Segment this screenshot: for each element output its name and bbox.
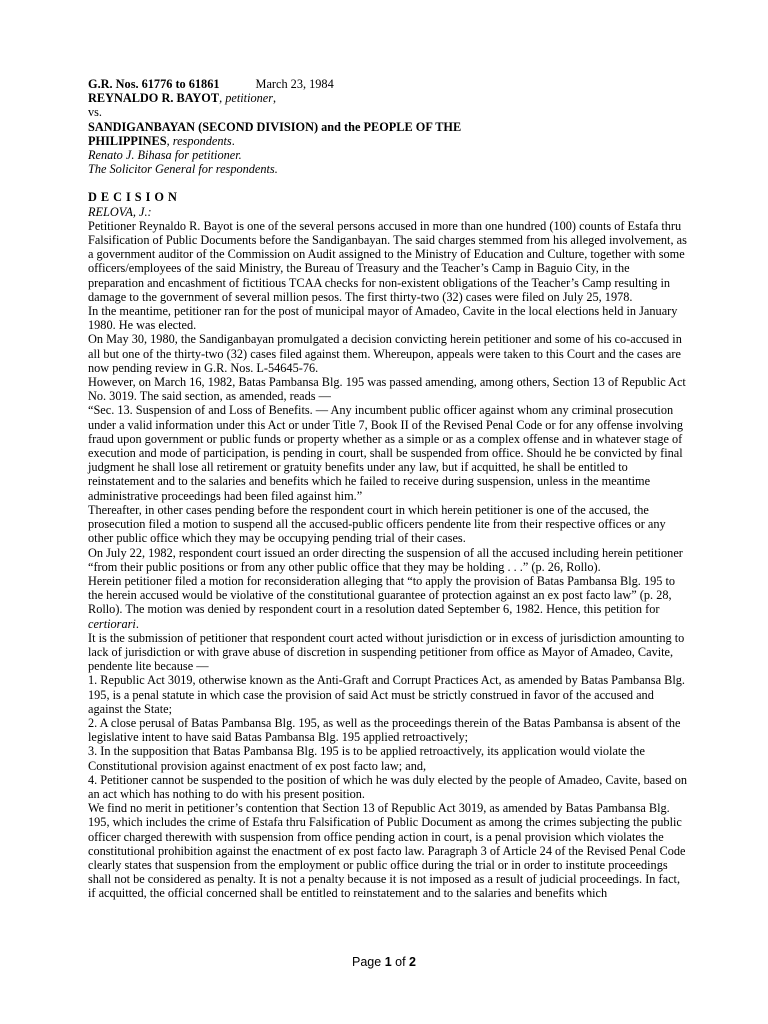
petitioner-name: REYNALDO R. BAYOT [88, 91, 220, 106]
page-footer: Page 1 of 2 [352, 955, 416, 969]
ground-item: 4. Petitioner cannot be suspended to the position of which he was duly elected by the people of Amadeo, Cavite, based on an act which has nothing to do with his present position. [88, 772, 687, 801]
ponente: RELOVA, J.: [88, 204, 152, 219]
ground-item: 3. In the supposition that Batas Pambansa Blg. 195 is to be applied retroactively, its application would violate the Constitutional provision against enactment of ex post facto law; and, [88, 744, 645, 773]
versus: vs. [88, 105, 103, 120]
paragraph: In the meantime, petitioner ran for the post of municipal mayor of Amadeo, Cavite in the local elections held in January 1980. He was elected. [88, 304, 678, 333]
paragraph: Petitioner Reynaldo R. Bayot is one of the several persons accused in more than one hundred (100) counts of Estafa thru Falsification of Public Documents before the Sandiganbayan. The said charges stemmed from his alleged involvement, as a government auditor of the Commission on Audit assigned to the Ministry of Education and Culture, together with some officers/employees of the said Ministry, the Bureau of Treasury and the Teacher’s Camp in Baguio City, in the preparation and encashment of fictitious TCAA checks for non-existent obligations of the Teacher’s Camp resulting in damage to the government of several million pesos. The first thirty-two (32) cases were filed on July 25, 1978. [88, 218, 687, 304]
counsel-respondents: The Solicitor General for respondents. [88, 162, 278, 177]
paragraph: We find no merit in petitioner’s contention that Section 13 of Republic Act 3019, as amended by Batas Pambansa Blg. 195, which includes the crime of Estafa thru Falsification of Public Document as among the crimes subjecting the public officer charged therewith with suspension from office pending action in court, is a penal provision which violates the constitutional prohibition against the enactment of ex post facto law. Paragraph 3 of Article 24 of the Revised Penal Code clearly states that suspension from the employment or public office during the trial or in order to institute proceedings shall not be considered as penalty. It is not a penalty because it is not imposed as a result of judicial proceedings. In fact, if acquitted, the official concerned shall be entitled to reinstatement and to the salaries and benefits which [88, 801, 686, 901]
gr-number: G.R. Nos. 61776 to 61861 [88, 77, 220, 91]
case-header-line [88, 77, 688, 91]
petitioner-line: REYNALDO R. BAYOT, petitioner, [88, 91, 277, 106]
quoted-statute: “Sec. 13. Suspension of and Loss of Benefits. — Any incumbent public officer against whom any criminal prosecution under a valid information under this Act or under Title 7, Book II of the Revised Penal Code or for any offense involving fraud upon government or public funds or property whether as a simple or as a complex offense and in whatever stage of execution and mode of participation, is pending in court, shall be suspended from office. Should he be convicted by final judgment he shall lose all retirement or gratuity benefits under any law, but if acquitted, he shall be entitled to reinstatement and to the salaries and benefits which he failed to receive during suspension, unless in the meantime administrative proceedings had been filed against him.” [88, 403, 684, 503]
paragraph: On July 22, 1982, respondent court issued an order directing the suspension of all the accused including herein petitioner “from their public positions or from any other public office that they may be holding . . .” (p. 26, Rollo). [88, 545, 683, 574]
respondent-line-1: SANDIGANBAYAN (SECOND DIVISION) and the PEOPLE OF THE [88, 119, 462, 134]
paragraph: Herein petitioner filed a motion for reconsideration alleging that “to apply the provision of Batas Pambansa Blg. 195 to the herein accused would be violative of the constitutional guarantee of protection against an ex post facto law” (p. 28, Rollo). The motion was denied by respondent court in a resolution dated September 6, 1982. Hence, this petition for certiorari. [88, 573, 676, 631]
ground-item: 2. A close perusal of Batas Pambansa Blg. 195, as well as the proceedings therein of the Batas Pambansa is absent of the legislative intent to have said Batas Pambansa Blg. 195 applied retroactively; [88, 715, 681, 745]
counsel-petitioner: Renato J. Bihasa for petitioner. [88, 148, 242, 163]
decision-title: DECISION [88, 190, 181, 205]
petitioner-role: , petitioner [219, 91, 274, 106]
paragraph: However, on March 16, 1982, Batas Pambansa Blg. 195 was passed amending, among others, Section 13 of Republic Act No. 3019. The said section, as amended, reads — [88, 375, 686, 404]
respondent-line-2: PHILIPPINES, respondents. [88, 133, 235, 148]
document-body [88, 77, 688, 901]
respondent-role: , respondents [166, 133, 232, 148]
decision-date: March 23, 1984 [255, 77, 334, 91]
page-total: 2 [409, 955, 416, 969]
page-number: 1 [384, 955, 392, 969]
paragraph: Thereafter, in other cases pending before the respondent court in which herein petitioner is one of the accused, the prosecution filed a motion to suspend all the accused-public officers pendente lite from their respective offices or any other public office which they may be occupying pending trial of their cases. [88, 502, 666, 546]
paragraph: On May 30, 1980, the Sandiganbayan promulgated a decision convicting herein petitioner and some of his co-accused in all but one of the thirty-two (32) cases filed against them. Whereupon, appeals were taken to this Court and the cases are now pending review in G.R. Nos. L-54645-76. [88, 332, 682, 375]
paragraph: It is the submission of petitioner that respondent court acted without jurisdiction or in excess of jurisdiction amounting to lack of jurisdiction or with grave abuse of discretion in suspending petitioner from office as Mayor of Amadeo, Cavite, pendente lite because — [88, 630, 685, 674]
spacer [88, 176, 688, 190]
ground-item: 1. Republic Act 3019, otherwise known as the Anti-Graft and Corrupt Practices Act, as amended by Batas Pambansa Blg. 195, is a penal statute in which case the provision of said Act must be strictly construed in favor of the accused and against the State; [88, 673, 685, 716]
